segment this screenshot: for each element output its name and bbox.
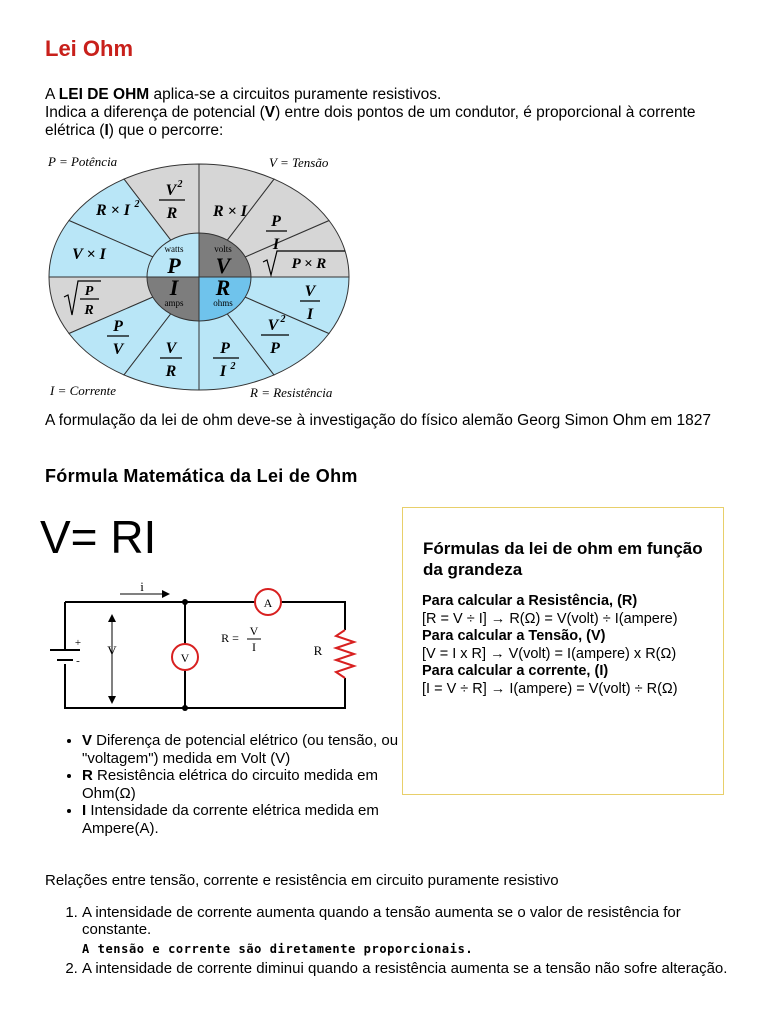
- section-subtitle: Fórmula Matemática da Lei de Ohm: [45, 466, 358, 486]
- seg-pi2-den: I: [219, 363, 227, 380]
- wheel-label-resistance: R = Resistência: [250, 385, 333, 400]
- seg-rxi2-exp: 2: [134, 199, 140, 210]
- resistance-formula: [R = V ÷ I] → R(Ω) = V(volt) ÷ I(ampere): [422, 610, 678, 627]
- hub-r-symbol: R: [215, 275, 231, 300]
- circuit-diagram: [40, 580, 370, 720]
- definition-item: • I Intensidade da corrente elétrica medida em Ampere(A).: [82, 802, 402, 837]
- seg-sqrt-pr-den: R: [84, 303, 94, 318]
- definition-item: • V Diferença de potencial elétrico (ou tensão, ou "voltagem") medida em Volt (V): [82, 732, 402, 767]
- definition-item: • R Resistência elétrica do circuito medida em Ohm(Ω): [82, 767, 402, 802]
- ohms-law-wheel: [44, 150, 374, 405]
- seg-vi-den: I: [306, 306, 314, 323]
- intro-line-1: A LEI DE OHM aplica-se a circuitos puramente resistivos.: [45, 86, 442, 103]
- ohms-law-formula: V= RI: [40, 511, 157, 563]
- page-title: Lei Ohm: [45, 36, 134, 61]
- definitions-list: [60, 732, 402, 837]
- current-label: i: [140, 580, 144, 594]
- formulas-box: [402, 507, 724, 795]
- resistance-heading: Para calcular a Resistência, (R): [422, 593, 638, 609]
- seg-rxi2: R × I: [95, 202, 131, 219]
- relations-list: [58, 904, 752, 977]
- relation-note: A tensão e corrente são diretamente proporcionais.: [82, 942, 474, 956]
- hub-i-symbol: I: [169, 275, 179, 300]
- resistor-label: R: [313, 643, 323, 658]
- seg-v2r-den: R: [166, 205, 178, 222]
- wheel-label-power: P = Potência: [48, 154, 118, 169]
- intro-line-2: Indica a diferença de potencial (V) entre dois pontos de um condutor, é proporcional à corrente elétrica (I) que o percorre:: [45, 104, 696, 139]
- seg-vr-num: V: [165, 340, 177, 357]
- seg-v2r-num: V: [165, 182, 177, 199]
- seg-pi-den: I: [272, 236, 280, 253]
- voltage-heading: Para calcular a Tensão, (V): [422, 628, 606, 644]
- relation-item: 1. A intensidade de corrente aumenta quando a tensão aumenta se o valor de resistência for constante. A tensão e corrente são diretamente proporcionais.: [82, 904, 752, 958]
- seg-v2r-exp: 2: [177, 179, 183, 190]
- hub-r-unit: ohms: [213, 298, 233, 308]
- source-voltage-label: V: [107, 643, 117, 658]
- r-equation-label: R =: [221, 631, 239, 645]
- seg-vxi: V × I: [72, 246, 106, 263]
- seg-pv-num: P: [113, 318, 123, 335]
- seg-vr-den: R: [165, 363, 177, 380]
- intro-text: [45, 86, 725, 140]
- hub-i-unit: amps: [164, 298, 184, 308]
- seg-v2p-num: V: [267, 317, 279, 334]
- hub-v-unit: volts: [214, 244, 232, 254]
- wheel-label-voltage: V = Tensão: [269, 155, 329, 170]
- hub-p-unit: watts: [164, 244, 184, 254]
- seg-v2p-exp: 2: [280, 314, 286, 325]
- formulas-box-title: Fórmulas da lei de ohm em função da grandeza: [423, 539, 703, 579]
- plus-sign: +: [74, 637, 82, 649]
- wheel-label-current: I = Corrente: [50, 383, 117, 398]
- hub-p-symbol: P: [167, 253, 181, 278]
- relations-title: Relações entre tensão, corrente e resistência em circuito puramente resistivo: [45, 872, 559, 889]
- seg-sqrt-pxr: P × R: [291, 256, 327, 272]
- r-equation-den: I: [252, 640, 256, 654]
- seg-pi2-num: P: [220, 340, 230, 357]
- formulas-box-body: [422, 593, 717, 698]
- voltmeter-label: V: [180, 651, 190, 665]
- seg-pi2-exp: 2: [230, 361, 236, 372]
- current-heading: Para calcular a corrente, (I): [422, 663, 609, 679]
- seg-vi-num: V: [304, 283, 316, 300]
- history-text: A formulação da lei de ohm deve-se à investigação do físico alemão Georg Simon Ohm em 1827: [45, 412, 712, 429]
- seg-pi-num: P: [271, 213, 281, 230]
- ammeter-label: A: [263, 596, 273, 610]
- r-equation-num: V: [249, 624, 259, 638]
- minus-sign: -: [76, 655, 80, 667]
- seg-sqrt-pr-num: P: [84, 284, 94, 299]
- relation-item: 2. A intensidade de corrente diminui quando a resistência aumenta se a tensão não sofre alteração.: [82, 960, 752, 977]
- seg-v2p-den: P: [270, 340, 280, 357]
- voltage-formula: [V = I x R] → V(volt) = I(ampere) x R(Ω): [422, 645, 677, 662]
- seg-rxi: R × I: [212, 203, 248, 220]
- seg-pv-den: V: [112, 341, 124, 358]
- current-formula: [I = V ÷ R] → I(ampere) = V(volt) ÷ R(Ω): [422, 680, 678, 697]
- hub-v-symbol: V: [215, 253, 231, 278]
